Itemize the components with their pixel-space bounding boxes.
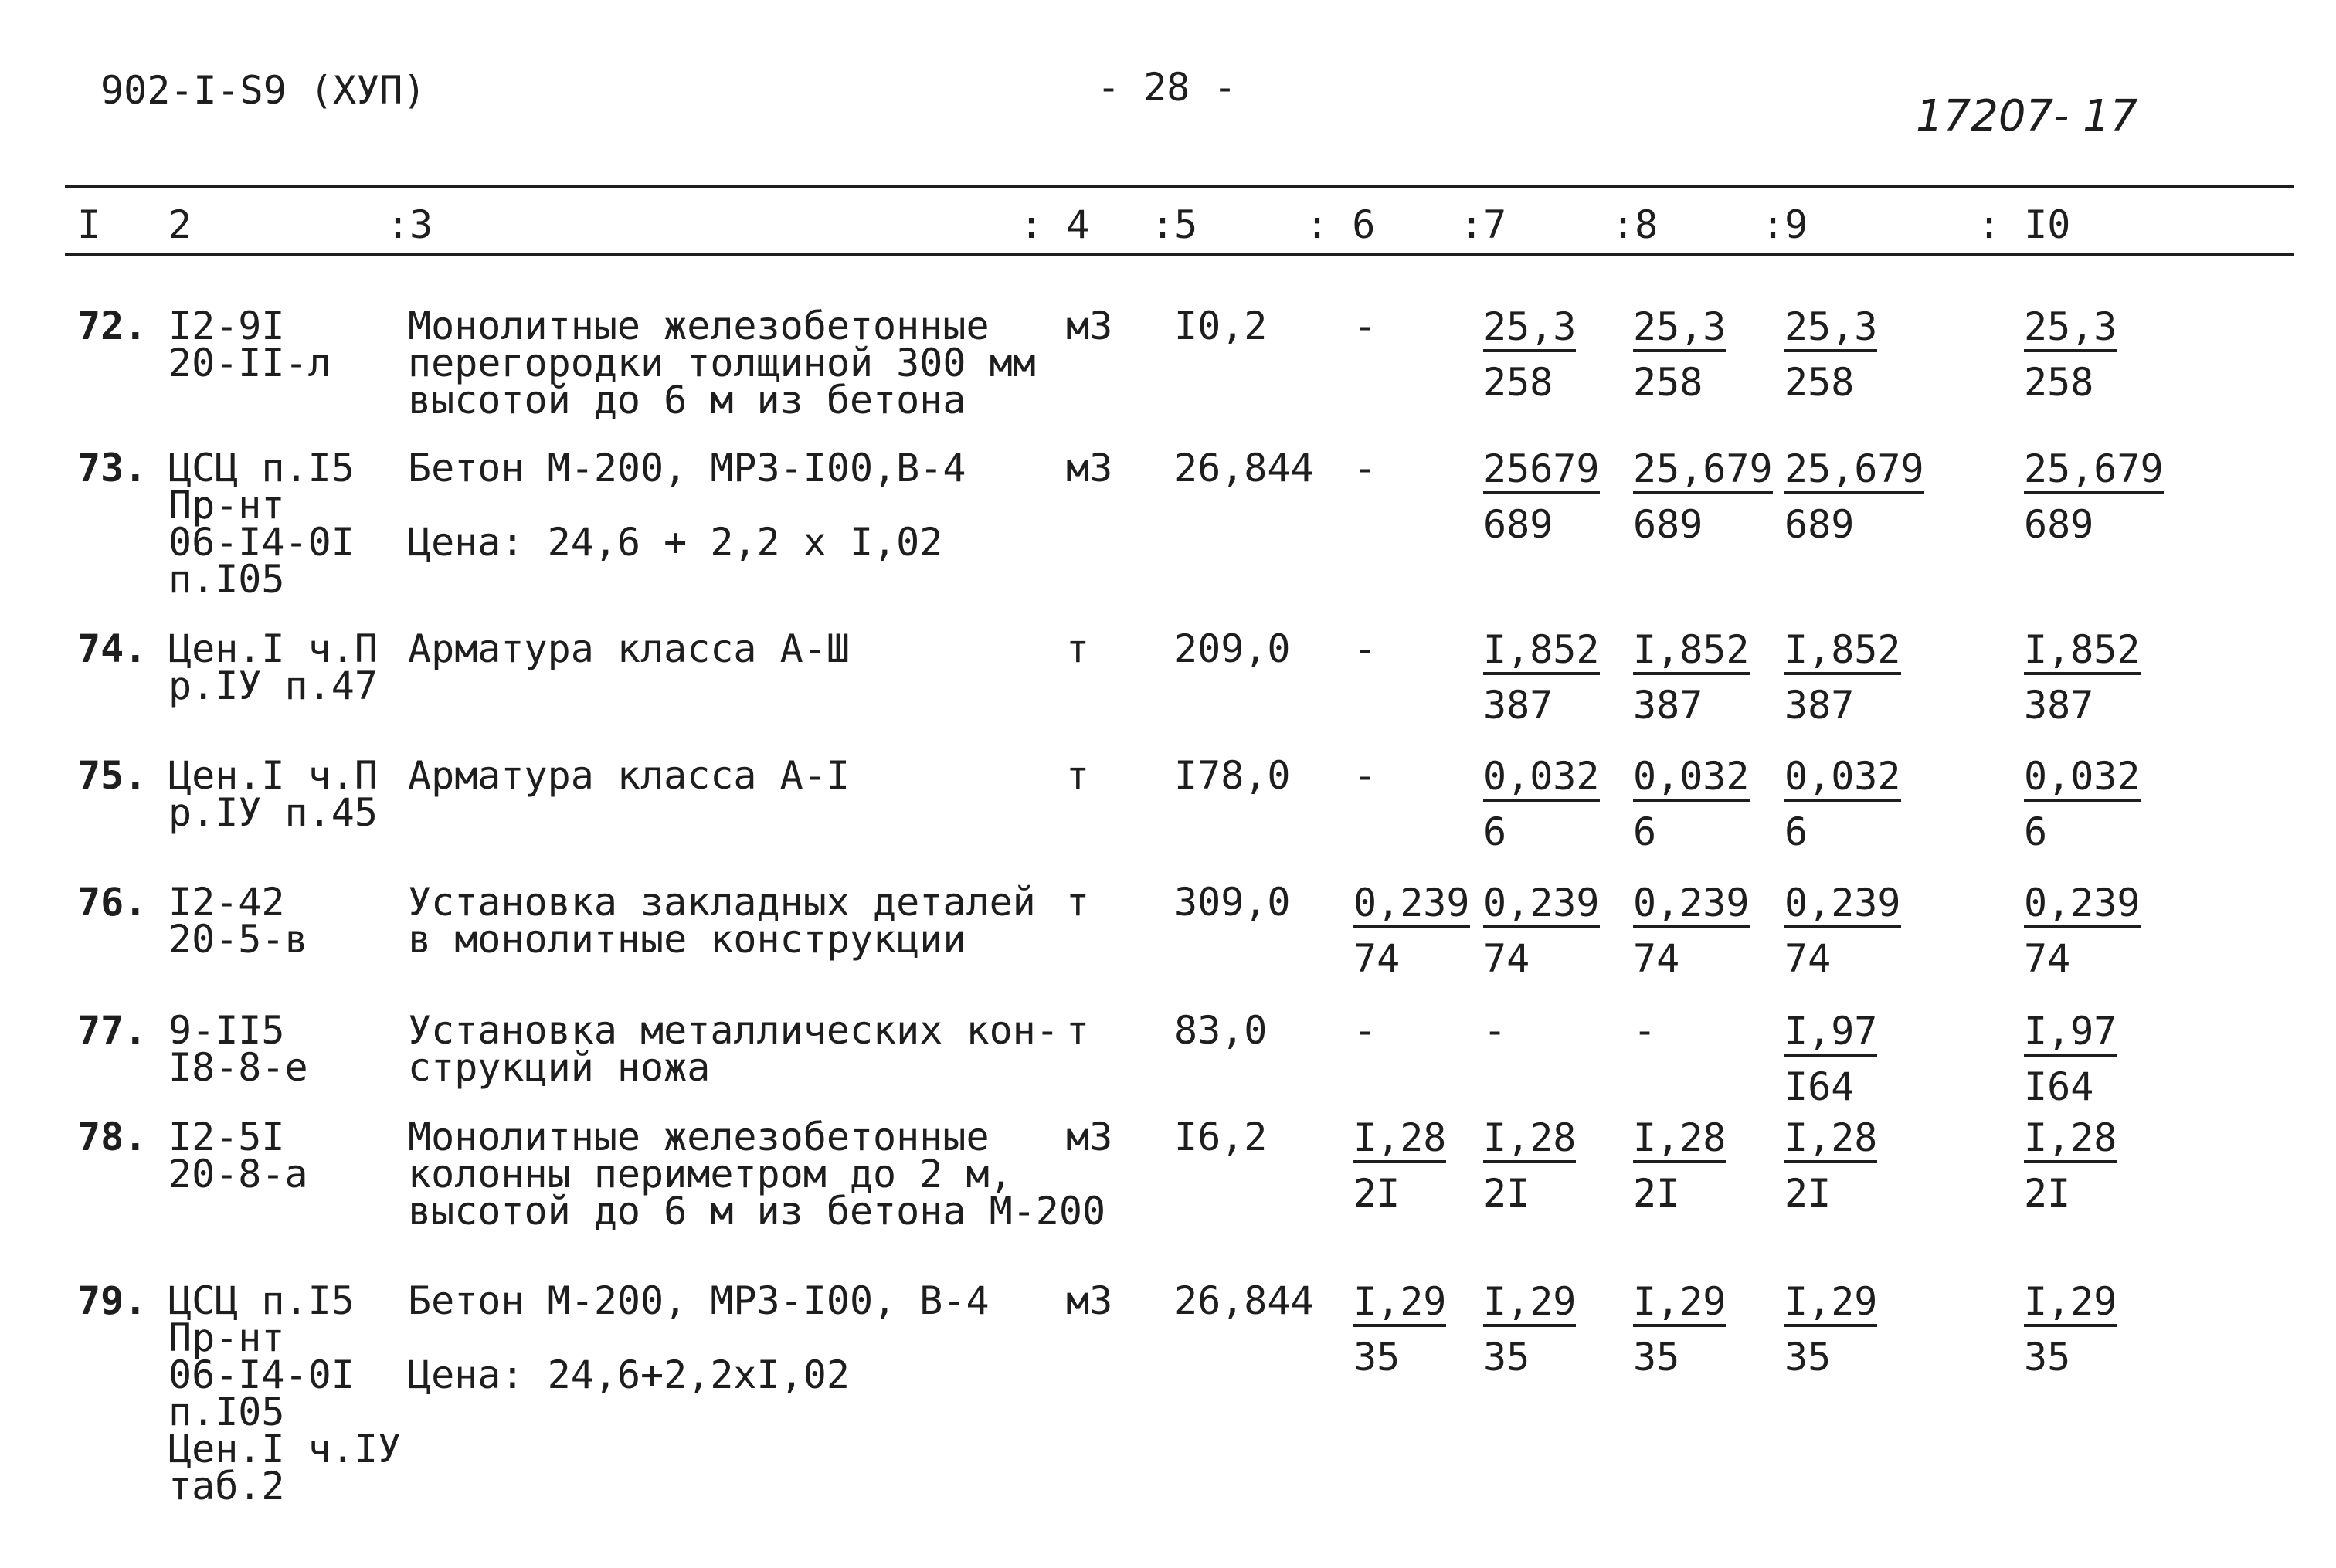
fraction-cell <box>1784 304 1878 405</box>
fraction-cell <box>1633 881 1750 981</box>
fraction-cell <box>2024 446 2164 547</box>
fraction-cell <box>1483 754 1600 854</box>
fraction-denominator: 35 <box>1483 1335 1530 1380</box>
row-number: 76. <box>77 880 148 925</box>
fraction-cell <box>1353 1115 1447 1216</box>
work-description: Арматура класса А-I <box>408 753 850 798</box>
reference-code: ЦСЦ п.I5 Пр-нт 06-I4-0I п.I05 Цен.I ч.IУ таб.2 <box>168 1278 402 1509</box>
fraction-denominator: 2I <box>2024 1171 2071 1216</box>
fraction-denominator: 258 <box>1633 360 1703 405</box>
fraction-cell <box>2024 754 2141 854</box>
column-header: 2 <box>168 202 192 247</box>
fraction-denominator: 258 <box>1483 360 1553 405</box>
row-number: 72. <box>77 304 148 348</box>
fraction-numerator: I,29 <box>1784 1282 1877 1327</box>
column-header: : 4 <box>1020 202 1090 247</box>
fraction-cell <box>1633 627 1750 728</box>
fraction-denominator: 387 <box>1784 683 1855 728</box>
unit-cell: т <box>1066 1008 1090 1053</box>
row-number: 79. <box>77 1278 148 1323</box>
fraction-denominator: 35 <box>1784 1335 1832 1380</box>
empty-value-dash: - <box>1483 1008 1507 1053</box>
empty-value-dash: - <box>1353 446 1377 490</box>
fraction-cell <box>1633 446 1773 547</box>
quantity-cell: 83,0 <box>1174 1008 1268 1053</box>
empty-value-dash: - <box>1353 304 1377 348</box>
fraction-denominator: 2I <box>1353 1171 1401 1216</box>
fraction-numerator: 0,239 <box>1784 884 1901 928</box>
empty-value-dash: - <box>1353 626 1377 671</box>
fraction-cell <box>2024 1009 2117 1109</box>
empty-value-dash: - <box>1633 1008 1657 1053</box>
table-top-rule <box>65 185 2294 188</box>
fraction-cell <box>1784 1115 1878 1216</box>
reference-code: ЦСЦ п.I5 Пр-нт 06-I4-0I п.I05 <box>168 446 355 602</box>
fraction-cell <box>1483 304 1577 405</box>
unit-cell: т <box>1066 626 1090 671</box>
fraction-numerator: 0,239 <box>1633 884 1750 928</box>
sheet-code: 17207- 17 <box>1916 91 2138 141</box>
fraction-numerator: 0,239 <box>2024 884 2141 928</box>
column-header: :9 <box>1761 202 1808 247</box>
fraction-denominator: 689 <box>1784 502 1855 547</box>
fraction-denominator: I64 <box>1784 1064 1855 1109</box>
fraction-numerator: 0,032 <box>1784 757 1901 802</box>
unit-cell: м3 <box>1066 1278 1113 1323</box>
unit-cell: м3 <box>1066 1115 1113 1159</box>
column-header: : 6 <box>1306 202 1376 247</box>
fraction-cell <box>2024 627 2141 728</box>
fraction-numerator: I,29 <box>1633 1282 1726 1327</box>
fraction-denominator: 387 <box>2024 683 2094 728</box>
reference-code: Цен.I ч.П р.IУ п.47 <box>168 626 378 708</box>
column-header: I <box>77 202 101 247</box>
column-header: :3 <box>386 202 433 247</box>
quantity-cell: I6,2 <box>1174 1115 1268 1159</box>
fraction-denominator: 2I <box>1784 1171 1832 1216</box>
work-description: Бетон М-200, МРЗ-I00, В-4 Цена: 24,6+2,2хI,02 <box>408 1278 990 1397</box>
fraction-numerator: 25,3 <box>1784 307 1877 352</box>
unit-cell: м3 <box>1066 304 1113 348</box>
fraction-cell <box>1784 881 1901 981</box>
fraction-cell <box>1784 446 1924 547</box>
fraction-cell <box>1483 881 1600 981</box>
quantity-cell: 26,844 <box>1174 446 1314 490</box>
reference-code: I2-5I 20-8-а <box>168 1115 308 1196</box>
reference-code: I2-9I 20-II-л <box>168 304 331 385</box>
fraction-denominator: 6 <box>2024 809 2048 854</box>
reference-code: I2-42 20-5-в <box>168 880 308 962</box>
page-number: - 28 - <box>1097 65 1237 110</box>
fraction-numerator: I,852 <box>1633 630 1750 675</box>
work-description: Монолитные железобетонные перегородки толщиной 300 мм высотой до 6 м из бетона <box>408 304 1036 423</box>
column-header: :5 <box>1151 202 1198 247</box>
fraction-cell <box>1483 1279 1577 1380</box>
fraction-numerator: I,29 <box>2024 1282 2117 1327</box>
fraction-numerator: I,97 <box>1784 1012 1877 1057</box>
empty-value-dash: - <box>1353 1008 1377 1053</box>
work-description: Бетон М-200, МРЗ-I00,В-4 Цена: 24,6 + 2,2 х I,02 <box>408 446 966 565</box>
fraction-numerator: I,97 <box>2024 1012 2117 1057</box>
fraction-numerator: 0,032 <box>1483 757 1600 802</box>
fraction-numerator: 25,3 <box>1633 307 1726 352</box>
fraction-cell <box>1483 446 1600 547</box>
fraction-denominator: 2I <box>1633 1171 1680 1216</box>
fraction-denominator: 2I <box>1483 1171 1530 1216</box>
fraction-denominator: 74 <box>1784 936 1832 981</box>
fraction-numerator: I,852 <box>1483 630 1600 675</box>
row-number: 73. <box>77 446 148 490</box>
fraction-numerator: I,28 <box>1353 1118 1446 1163</box>
fraction-cell <box>2024 881 2141 981</box>
fraction-numerator: I,28 <box>1633 1118 1726 1163</box>
fraction-numerator: I,852 <box>2024 630 2141 675</box>
row-number: 75. <box>77 753 148 798</box>
unit-cell: т <box>1066 880 1090 925</box>
fraction-numerator: I,28 <box>1483 1118 1576 1163</box>
fraction-denominator: 258 <box>1784 360 1855 405</box>
fraction-numerator: 25,3 <box>1483 307 1576 352</box>
quantity-cell: I0,2 <box>1174 304 1268 348</box>
fraction-denominator: 35 <box>1633 1335 1680 1380</box>
fraction-numerator: 0,032 <box>1633 757 1750 802</box>
fraction-numerator: 25679 <box>1483 450 1600 494</box>
row-number: 77. <box>77 1008 148 1053</box>
column-header: :7 <box>1460 202 1507 247</box>
fraction-numerator: I,28 <box>2024 1118 2117 1163</box>
work-description: Арматура класса А-Ш <box>408 626 850 671</box>
reference-code: Цен.I ч.П р.IУ п.45 <box>168 753 378 835</box>
fraction-denominator: 35 <box>1353 1335 1401 1380</box>
fraction-cell <box>1483 627 1600 728</box>
fraction-denominator: 74 <box>1633 936 1680 981</box>
quantity-cell: 309,0 <box>1174 880 1291 925</box>
fraction-cell <box>2024 304 2117 405</box>
fraction-denominator: 689 <box>2024 502 2094 547</box>
fraction-denominator: I64 <box>2024 1064 2094 1109</box>
fraction-cell <box>2024 1279 2117 1380</box>
header-bottom-rule <box>65 253 2294 256</box>
row-number: 74. <box>77 626 148 671</box>
fraction-numerator: 0,239 <box>1483 884 1600 928</box>
fraction-numerator: I,28 <box>1784 1118 1877 1163</box>
quantity-cell: I78,0 <box>1174 753 1291 798</box>
fraction-cell <box>1633 1279 1727 1380</box>
fraction-cell <box>1633 1115 1727 1216</box>
fraction-cell <box>1784 754 1901 854</box>
fraction-denominator: 258 <box>2024 360 2094 405</box>
fraction-numerator: 25,679 <box>1633 450 1773 494</box>
fraction-cell <box>1353 881 1470 981</box>
fraction-denominator: 74 <box>1483 936 1530 981</box>
fraction-numerator: 0,239 <box>1353 884 1470 928</box>
fraction-denominator: 6 <box>1633 809 1657 854</box>
work-description: Установка закладных деталей в монолитные конструкции <box>408 880 1036 962</box>
fraction-numerator: I,29 <box>1353 1282 1446 1327</box>
fraction-cell <box>2024 1115 2117 1216</box>
document-code: 902-I-S9 (ХУП) <box>100 68 426 113</box>
fraction-numerator: 25,679 <box>2024 450 2164 494</box>
fraction-denominator: 387 <box>1483 683 1553 728</box>
fraction-denominator: 35 <box>2024 1335 2071 1380</box>
work-description: Установка металлических кон- струкций ножа <box>408 1008 1059 1090</box>
fraction-denominator: 689 <box>1483 502 1553 547</box>
fraction-numerator: 25,679 <box>1784 450 1924 494</box>
fraction-numerator: 0,032 <box>2024 757 2141 802</box>
column-header: :8 <box>1611 202 1659 247</box>
fraction-denominator: 74 <box>1353 936 1401 981</box>
fraction-cell <box>1784 1009 1878 1109</box>
empty-value-dash: - <box>1353 753 1377 798</box>
reference-code: 9-II5 I8-8-е <box>168 1008 308 1090</box>
work-description: Монолитные железобетонные колонны периметром до 2 м, высотой до 6 м из бетона М-200 <box>408 1115 1106 1234</box>
fraction-denominator: 689 <box>1633 502 1703 547</box>
quantity-cell: 26,844 <box>1174 1278 1314 1323</box>
fraction-cell <box>1353 1279 1447 1380</box>
fraction-numerator: I,29 <box>1483 1282 1576 1327</box>
fraction-numerator: I,852 <box>1784 630 1901 675</box>
fraction-denominator: 6 <box>1483 809 1507 854</box>
fraction-cell <box>1633 754 1750 854</box>
fraction-numerator: 25,3 <box>2024 307 2117 352</box>
unit-cell: т <box>1066 753 1090 798</box>
fraction-denominator: 74 <box>2024 936 2071 981</box>
fraction-denominator: 387 <box>1633 683 1703 728</box>
fraction-cell <box>1633 304 1727 405</box>
row-number: 78. <box>77 1115 148 1159</box>
fraction-denominator: 6 <box>1784 809 1808 854</box>
unit-cell: м3 <box>1066 446 1113 490</box>
column-header: : I0 <box>1978 202 2071 247</box>
quantity-cell: 209,0 <box>1174 626 1291 671</box>
fraction-cell <box>1784 1279 1878 1380</box>
fraction-cell <box>1483 1115 1577 1216</box>
fraction-cell <box>1784 627 1901 728</box>
